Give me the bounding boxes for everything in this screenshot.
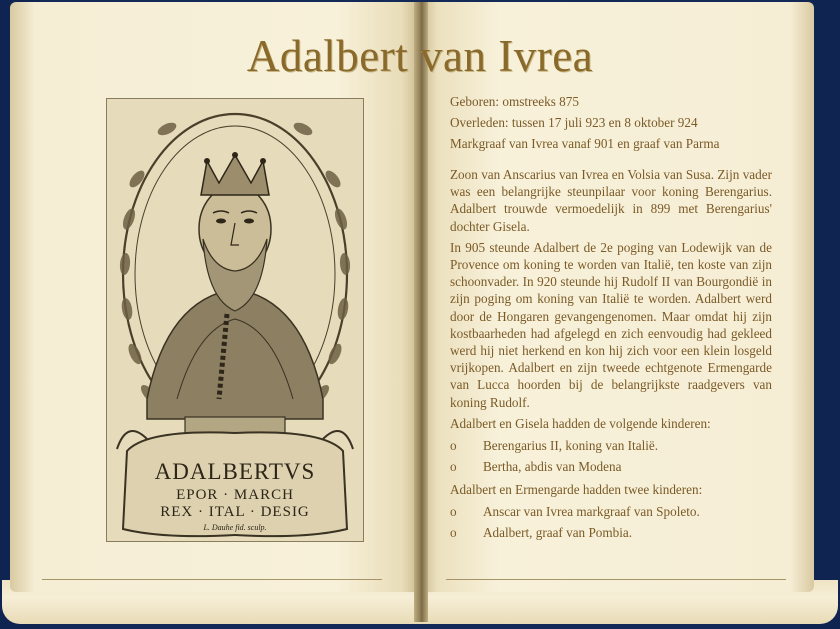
portrait-inscription-line2: EPOR · MARCH	[176, 487, 294, 503]
children-gisela-list	[450, 435, 772, 477]
portrait-engraver-signature: L. Dauhe fid. sculp.	[203, 523, 267, 532]
biography-paragraph: In 905 steunde Adalbert de 2e poging van Lodewijk van de Provence om koning te worden van Italië, ten koste van zijn schoonvader. In 920 steunde hij Rudolf II van Bourgondië in zijn poging om koning van Italië te worden. Adalbert werd door de Hongaren gevangengenomen. Maar omdat hij zijn kostbaarheden had afgelegd en zich eenvoudig had gekleed werd hij niet herkend en kon hij zich voor een klein losgeld vrijkopen. Adalbert en zijn tweede echtgenote Ermengarde van Lucca hoorden bij de belangrijkste raadgevers van koning Rudolf.	[450, 239, 772, 410]
biography-paragraph: Zoon van Anscarius van Ivrea en Volsia van Susa. Zijn vader was een belangrijke steunpilaar voor koning Berengarius. Adalbert trouwde vermoedelijk in 899 met Berengarius' dochter Gisela.	[450, 167, 772, 234]
list-item: o Anscar van Ivrea markgraaf van Spoleto.	[450, 501, 772, 522]
portrait-inscription-line3: REX · ITAL · DESIG	[160, 504, 310, 520]
bullet-icon: o	[450, 438, 457, 454]
biography-text	[450, 166, 772, 543]
list-item: o Bertha, abdis van Modena	[450, 456, 772, 477]
titles: Markgraaf van Ivrea vanaf 901 en graaf van Parma	[450, 136, 720, 151]
children-gisela-intro: Adalbert en Gisela hadden de volgende kinderen:	[450, 415, 711, 431]
list-item: o Berengarius II, koning van Italië.	[450, 435, 772, 456]
birth-date: Geboren: omstreeks 875	[450, 94, 579, 109]
page-title: Adalbert van Ivrea	[246, 31, 594, 81]
bullet-icon: o	[450, 504, 457, 520]
children-ermengarde-list	[450, 501, 772, 543]
left-page-rule	[42, 579, 382, 580]
bullet-icon: o	[450, 525, 457, 541]
list-item: o Adalbert, graaf van Pombia.	[450, 522, 772, 543]
portrait-inscription-line1: ADALBERTVS	[154, 459, 316, 484]
biography-meta	[450, 91, 772, 154]
book-gutter	[414, 2, 428, 622]
death-date: Overleden: tussen 17 juli 923 en 8 oktober 924	[450, 115, 698, 130]
children-ermengarde-intro: Adalbert en Ermengarde hadden twee kinderen:	[450, 482, 703, 498]
portrait-engraving	[106, 98, 364, 542]
bullet-icon: o	[450, 459, 457, 475]
right-page-rule	[446, 579, 786, 580]
